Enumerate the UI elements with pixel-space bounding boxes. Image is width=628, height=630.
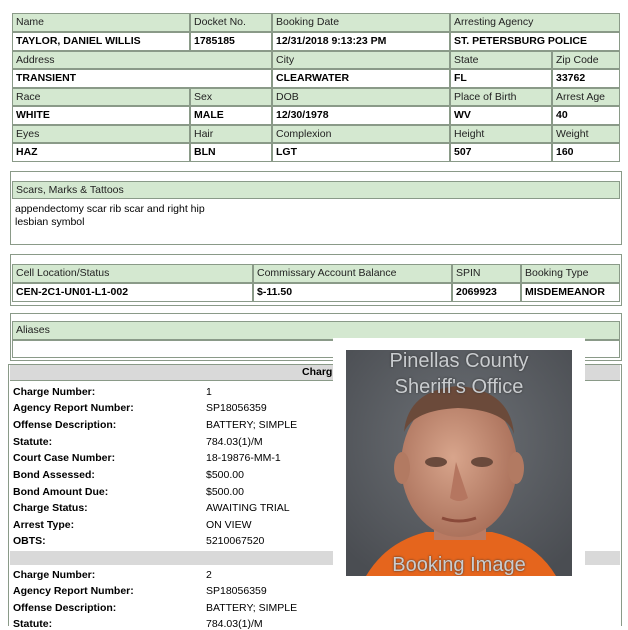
dob-value: 12/30/1978 xyxy=(272,106,450,125)
docket-label: Docket No. xyxy=(190,13,272,32)
city-label: City xyxy=(272,51,450,69)
zip-value: 33762 xyxy=(552,69,620,88)
charge-label: Charge Number: xyxy=(13,386,96,398)
spin-value: 2069923 xyxy=(452,283,521,302)
charge-value: $500.00 xyxy=(206,486,244,498)
place-of-birth-value: WV xyxy=(450,106,552,125)
charge-value: ON VIEW xyxy=(206,519,252,531)
charge-label: Offense Description: xyxy=(13,419,117,431)
charge-label: Agency Report Number: xyxy=(13,402,134,414)
booking-type-label: Booking Type xyxy=(521,264,620,283)
charge-label: Arrest Type: xyxy=(13,519,75,531)
height-value: 507 xyxy=(450,143,552,162)
booking-photo xyxy=(346,350,572,576)
commissary-label: Commissary Account Balance xyxy=(253,264,452,283)
booking-date-value: 12/31/2018 9:13:23 PM xyxy=(272,32,450,51)
smt-label: Scars, Marks & Tattoos xyxy=(12,181,620,199)
name-value: TAYLOR, DANIEL WILLIS xyxy=(12,32,190,51)
weight-label: Weight xyxy=(552,125,620,143)
sex-label: Sex xyxy=(190,88,272,106)
cell-location-label: Cell Location/Status xyxy=(12,264,253,283)
place-of-birth-label: Place of Birth xyxy=(450,88,552,106)
watermark-line-2: Sheriff's Office xyxy=(394,376,524,398)
charge-value: BATTERY; SIMPLE xyxy=(206,419,298,431)
weight-value: 160 xyxy=(552,143,620,162)
arrest-age-value: 40 xyxy=(552,106,620,125)
smt-text-line-2: lesbian symbol xyxy=(15,216,85,228)
height-label: Height xyxy=(450,125,552,143)
charge-label: Court Case Number: xyxy=(13,452,116,464)
state-value: FL xyxy=(450,69,552,88)
eyes-value: HAZ xyxy=(12,143,190,162)
charge-value: 784.03(1)/M xyxy=(206,436,263,448)
charge-label: Offense Description: xyxy=(13,602,117,614)
smt-text-line-1: appendectomy scar rib scar and right hip xyxy=(15,203,205,215)
charge-value: 5210067520 xyxy=(206,535,265,547)
charge-label: Agency Report Number: xyxy=(13,585,134,597)
race-value: WHITE xyxy=(12,106,190,125)
sex-value: MALE xyxy=(190,106,272,125)
charge-value: SP18056359 xyxy=(206,585,267,597)
eyes-label: Eyes xyxy=(12,125,190,143)
booking-type-value: MISDEMEANOR xyxy=(521,283,620,302)
charges-header: Charg xyxy=(302,366,333,378)
charge-value: $500.00 xyxy=(206,469,244,481)
zip-label: Zip Code xyxy=(552,51,620,69)
arresting-agency-label: Arresting Agency xyxy=(450,13,620,32)
charge-label: Bond Amount Due: xyxy=(13,486,109,498)
charge-value: 1 xyxy=(206,386,212,398)
watermark-line-1: Pinellas County xyxy=(389,350,529,372)
state-label: State xyxy=(450,51,552,69)
watermark-bottom: Booking Image xyxy=(392,554,526,576)
complexion-label: Complexion xyxy=(272,125,450,143)
spin-label: SPIN xyxy=(452,264,521,283)
aliases-label: Aliases xyxy=(12,321,620,340)
city-value: CLEARWATER xyxy=(272,69,450,88)
charge-label: Bond Assessed: xyxy=(13,469,95,481)
charge-value: 2 xyxy=(206,569,212,581)
hair-value: BLN xyxy=(190,143,272,162)
booking-date-label: Booking Date xyxy=(272,13,450,32)
address-value: TRANSIENT xyxy=(12,69,272,88)
commissary-value: $-11.50 xyxy=(253,283,452,302)
dob-label: DOB xyxy=(272,88,450,106)
charge-label: Statute: xyxy=(13,436,53,448)
complexion-value: LGT xyxy=(272,143,450,162)
charge-value: 784.03(1)/M xyxy=(206,618,263,630)
charge-value: BATTERY; SIMPLE xyxy=(206,602,298,614)
charge-value: AWAITING TRIAL xyxy=(206,502,290,514)
name-label: Name xyxy=(12,13,190,32)
charge-value: 18-19876-MM-1 xyxy=(206,452,281,464)
charge-value: SP18056359 xyxy=(206,402,267,414)
race-label: Race xyxy=(12,88,190,106)
address-label: Address xyxy=(12,51,272,69)
hair-label: Hair xyxy=(190,125,272,143)
arrest-age-label: Arrest Age xyxy=(552,88,620,106)
docket-value: 1785185 xyxy=(190,32,272,51)
arresting-agency-value: ST. PETERSBURG POLICE xyxy=(450,32,620,51)
charge-label: Charge Number: xyxy=(13,569,96,581)
charge-label: OBTS: xyxy=(13,535,46,547)
charge-label: Statute: xyxy=(13,618,53,630)
charge-label: Charge Status: xyxy=(13,502,88,514)
cell-location-value: CEN-2C1-UN01-L1-002 xyxy=(12,283,253,302)
